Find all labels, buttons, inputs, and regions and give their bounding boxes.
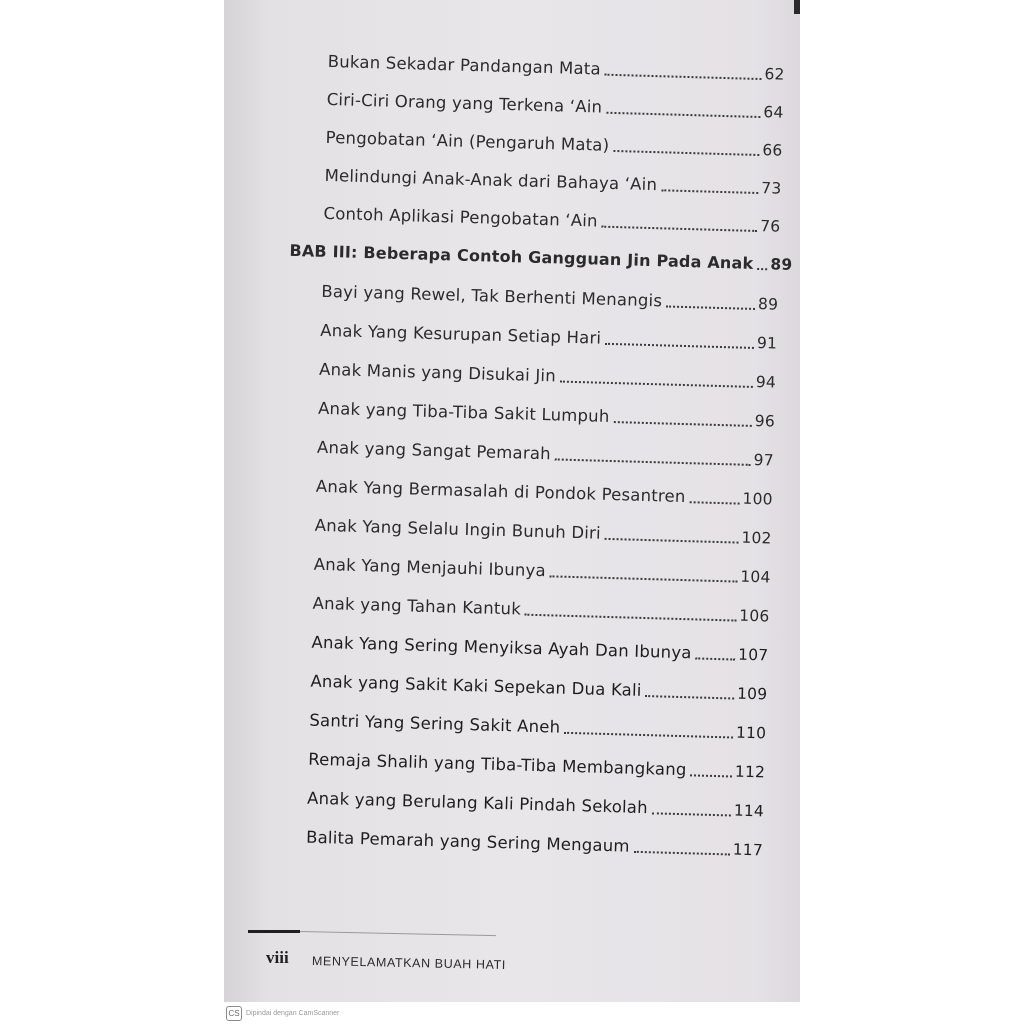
- toc-entry-page: 110: [735, 723, 767, 743]
- toc-entry: [327, 43, 785, 86]
- toc-entry-title: Anak yang Berulang Kali Pindah Sekolah: [306, 788, 649, 818]
- dot-leader: [555, 458, 751, 465]
- dot-leader: [661, 189, 758, 194]
- toc-entry-page: 112: [734, 762, 766, 782]
- toc-entry: [306, 819, 764, 862]
- dot-leader: [550, 575, 738, 582]
- toc-entry-page: 104: [740, 567, 771, 587]
- toc-entry: [310, 663, 768, 706]
- toc-entry-title: Anak Yang Kesurupan Setiap Hari: [320, 320, 602, 348]
- toc-chapter-title: BAB III: Beberapa Contoh Gangguan Jin Pada Anak: [289, 240, 754, 273]
- toc-entry-page: 66: [762, 141, 783, 160]
- camscanner-logo-icon: CS: [226, 1006, 242, 1021]
- toc-chapter-page: 89: [770, 255, 793, 274]
- toc-entry-page: 64: [763, 103, 784, 122]
- dot-leader: [645, 695, 734, 699]
- camscanner-watermark: [226, 1006, 339, 1021]
- table-of-contents: [224, 0, 800, 1002]
- toc-entry-title: Anak yang Tahan Kantuk: [312, 593, 522, 619]
- footer-rule-accent: [248, 930, 300, 933]
- toc-chapter-heading: [289, 232, 793, 276]
- dot-leader: [695, 657, 735, 660]
- toc-entry: [323, 195, 781, 238]
- toc-entry: [316, 468, 774, 511]
- toc-entry-page: 73: [761, 179, 782, 198]
- dot-leader: [606, 112, 760, 118]
- toc-entry-title: Contoh Aplikasi Pengobatan ‘Ain: [323, 203, 598, 231]
- toc-entry: [321, 273, 779, 316]
- toc-entry-title: Anak Yang Sering Menyiksa Ayah Dan Ibunya: [311, 632, 692, 663]
- dot-leader: [602, 226, 758, 232]
- toc-entry-title: Anak Yang Selalu Ingin Bunuh Diri: [314, 515, 602, 543]
- toc-entry-title: Anak yang Tiba-Tiba Sakit Lumpuh: [317, 398, 610, 426]
- toc-entry-title: Anak Yang Bermasalah di Pondok Pesantren: [315, 476, 686, 507]
- dot-leader: [605, 538, 739, 544]
- toc-entry-title: Bayi yang Rewel, Tak Berhenti Menangis: [321, 281, 663, 311]
- toc-entry-title: Bukan Sekadar Pandangan Mata: [327, 51, 602, 79]
- toc-entry-title: Anak yang Sakit Kaki Sepekan Dua Kali: [310, 671, 642, 700]
- toc-entry-title: Melindungi Anak-Anak dari Bahaya ‘Ain: [324, 165, 658, 195]
- toc-entry-title: Santri Yang Sering Sakit Aneh: [309, 710, 561, 737]
- toc-entry-title: Anak Manis yang Disukai Jin: [318, 359, 557, 386]
- toc-entry-page: 117: [732, 840, 764, 860]
- toc-entry: [312, 585, 770, 628]
- toc-entry: [317, 429, 775, 472]
- toc-entry-page: 62: [764, 65, 785, 84]
- dot-leader: [613, 421, 751, 427]
- toc-entry-title: Anak Yang Menjauhi Ibunya: [313, 554, 547, 581]
- dot-leader: [605, 74, 762, 80]
- toc-entry-page: 91: [756, 334, 778, 353]
- dot-leader: [613, 150, 759, 156]
- toc-entry: [320, 312, 778, 355]
- running-footer-title: MENYELAMATKAN BUAH HATI: [311, 954, 507, 973]
- toc-entry-page: 97: [753, 450, 775, 470]
- toc-entry: [325, 119, 783, 162]
- dot-leader: [652, 812, 731, 816]
- dot-leader: [666, 305, 755, 309]
- toc-entry-page: 106: [739, 606, 770, 626]
- toc-entry-page: 100: [742, 489, 773, 509]
- toc-entry-title: Pengobatan ‘Ain (Pengaruh Mata): [325, 127, 610, 155]
- camscanner-text: Dipindai dengan CamScanner: [246, 1010, 340, 1017]
- dot-leader: [560, 381, 753, 388]
- page-number: viii: [266, 948, 289, 967]
- toc-entry: [326, 81, 784, 124]
- toc-entry-page: 94: [755, 373, 777, 392]
- book-page-photo: [224, 0, 800, 1002]
- dot-leader: [525, 614, 736, 622]
- toc-entry-page: 114: [733, 801, 765, 821]
- toc-entry-page: 107: [737, 645, 769, 665]
- toc-entry: [313, 546, 771, 589]
- toc-entry-page: 89: [757, 295, 779, 314]
- toc-entry: [309, 702, 767, 745]
- dot-leader: [689, 501, 739, 504]
- dot-leader: [634, 851, 730, 856]
- toc-entry-title: Balita Pemarah yang Sering Mengaum: [305, 827, 630, 856]
- toc-entry-title: Remaja Shalih yang Tiba-Tiba Membangkang: [308, 749, 687, 780]
- toc-entry-page: 76: [759, 217, 781, 236]
- toc-entry-title: Anak yang Sangat Pemarah: [316, 437, 552, 464]
- toc-entry: [308, 741, 766, 784]
- dot-leader: [564, 732, 733, 739]
- dot-leader: [757, 268, 767, 270]
- toc-entry: [319, 351, 777, 394]
- toc-entry-title: Ciri-Ciri Orang yang Terkena ‘Ain: [326, 89, 603, 117]
- toc-entry: [315, 507, 773, 550]
- toc-entry-page: 109: [736, 684, 768, 704]
- toc-entry: [324, 157, 782, 200]
- dot-leader: [690, 774, 731, 777]
- toc-entry-page: 102: [741, 528, 772, 548]
- toc-entry: [311, 624, 769, 667]
- toc-entry: [318, 390, 776, 433]
- toc-entry-page: 96: [754, 411, 776, 431]
- dot-leader: [605, 343, 754, 349]
- toc-entry: [307, 780, 765, 823]
